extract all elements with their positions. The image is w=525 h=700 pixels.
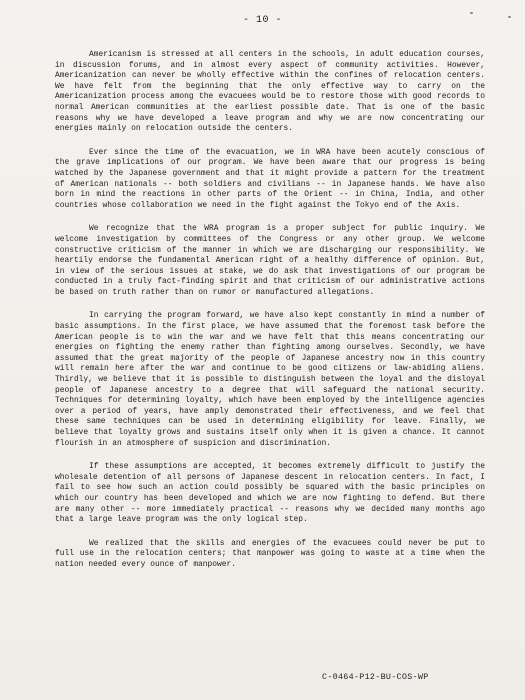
- paper-speck: [508, 16, 511, 18]
- paper-speck: [470, 12, 473, 14]
- document-id: C-0464-P12-BU-COS-WP: [322, 672, 429, 682]
- paragraph-manpower: We realized that the skills and energies of the evacuees could never be put to full use in the relocation centers; that manpower was going to waste at a time when the nation needed every ounce of manpower.: [55, 538, 485, 569]
- page-number: - 10 -: [242, 15, 282, 26]
- paragraph-evacuation-implications: Ever since the time of the evacuation, we in WRA have been acutely conscious of the grave implications of our program. We have been aware that our progress is being watched by the Japanese government and that it might provide a pattern for the treatment of American nationals -- both soldiers and civilians -- in Japanese hands. We have also born in mind the reactions in other parts of the Orient -- in China, India, and other countries whose collaboration we need in the fight against the Tokyo end of the Axis.: [55, 147, 485, 210]
- paragraph-basic-assumptions: In carrying the program forward, we have also kept constantly in mind a number of basic assumptions. In the first place, we have assumed that the foremost task before the American people is to win the war and we have felt that this means concentrating our energies on fighting the enemy rather than fighting among ourselves. Secondly, we have assumed that the great majority of the people of Japanese ancestry now in this country will remain here after the war and continue to be good citizens or law-abiding aliens. Thirdly, we believe that it is possible to distinguish between the loyal and the disloyal people of Japanese ancestry to a degree that will safeguard the national security. Techniques for determining loyalty, which have been employed by the intelligence agencies over a period of years, have amply demonstrated their effectiveness, and we feel that these same techniques can be used in determining eligibility for leave. Finally, we believe that loyalty grows and sustains itself only when it is given a chance. It cannot flourish in an atmosphere of suspicion and discrimination.: [55, 311, 485, 448]
- document-body: [55, 50, 485, 584]
- paragraph-public-inquiry: We recognize that the WRA program is a proper subject for public inquiry. We welcome investigation by committees of the Congress or any other group. We welcome constructive criticism of the manner in which we are discharging our responsibility. We heartily endorse the fundamental American right of a healthy difference of opinion. But, in view of the serious issues at stake, we do ask that investigations of our program be conducted in a truly fact-finding spirit and that criticism of our administrative actions be based on truth rather than on rumor or manufactured allegations.: [55, 224, 485, 297]
- paragraph-wholesale-detention: If these assumptions are accepted, it becomes extremely difficult to justify the wholesale detention of all persons of Japanese descent in relocation centers. In fact, I fail to see how such an action could possibly be squared with the basic principles on which our country has been developed and which we are now fighting to defend. But there are many other -- more immediately practical -- reasons why we decided many months ago that a large leave program was the only logical step.: [55, 462, 485, 525]
- paragraph-americanism: Americanism is stressed at all centers in the schools, in adult education courses, in discussion forums, and in almost every aspect of community activities. However, Americanization can never be wholly effective within the confines of relocation centers. We have felt from the beginning that the only effective way to carry on the Americanization process among the evacuees would be to restore those with good records to normal American communities at the earliest possible date. That is one of the basic reasons why we have developed a leave program and why we are now concentrating our energies mainly on relocation outside the centers.: [55, 50, 485, 134]
